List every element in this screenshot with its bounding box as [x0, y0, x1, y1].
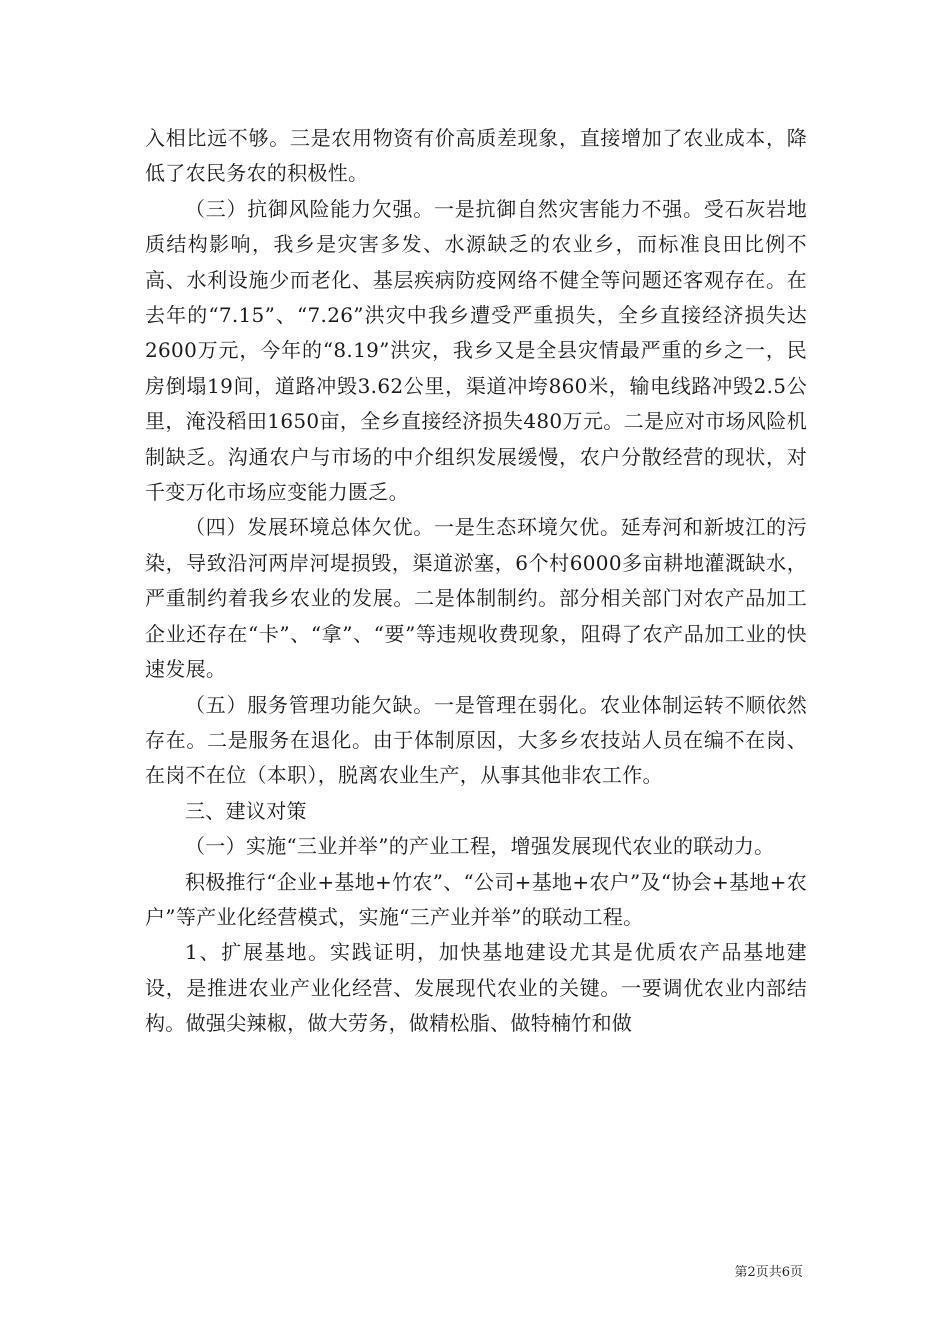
- paragraph-continuation: 入相比远不够。三是农用物资有价高质差现象，直接增加了农业成本，降低了农民务农的积极性。: [145, 126, 807, 186]
- paragraph-environment: （四）发展环境总体欠优。一是生态环境欠优。延寿河和新坡江的污染，导致沿河两岸河堤损毁，渠道淤塞，6个村6000多亩耕地灌溉缺水，严重制约着我乡农业的发展。二是体制制约。部分相关部门对农产品加工企业还存在“卡”、“拿”、“要”等违规收费现象，阻碍了农产品加工业的快速发展。: [145, 515, 807, 682]
- paragraph-service-management: （五）服务管理功能欠缺。一是管理在弱化。农业体制运转不顺依然存在。二是服务在退化。由于体制原因，大多乡农技站人员在编不在岗、在岗不在位（本职），脱离农业生产，从事其他非农工作。: [145, 692, 807, 788]
- paragraph-industrialization-models: 积极推行“企业+基地+竹农”、“公司+基地+农户”及“协会+基地+农户”等产业化经营模式，实施“三产业并举”的联动工程。: [145, 869, 807, 929]
- paragraph-risk-resistance: （三）抗御风险能力欠强。一是抗御自然灾害能力不强。受石灰岩地质结构影响，我乡是灾害多发、水源缺乏的农业乡，而标准良田比例不高、水利设施少而老化、基层疾病防疫网络不健全等问题还客观存在。在去年的“7.15”、“7.26”洪灾中我乡遭受严重损失，全乡直接经济损失达2600万元，今年的“8.19”洪灾，我乡又是全县灾情最严重的乡之一，民房倒塌19间，道路冲毁3.62公里，渠道冲垮860米，输电线路冲毁2.5公里，淹没稻田1650亩，全乡直接经济损失480万元。二是应对市场风险机制缺乏。沟通农户与市场的中介组织发展缓慢，农户分散经营的现状，对千变万化市场应变能力匮乏。: [145, 196, 807, 505]
- paragraph-expand-base: 1、扩展基地。实践证明，加快基地建设尤其是优质农产品基地建设，是推进农业产业化经营、发展现代农业的关键。一要调优农业内部结构。做强尖辣椒，做大劳务，做精松脂、做特楠竹和做: [145, 940, 807, 1036]
- subheading-three-industries: （一）实施“三业并举”的产业工程，增强发展现代农业的联动力。: [185, 834, 775, 859]
- document-page: [145, 121, 807, 1042]
- section-heading-suggestions: 三、建议对策: [185, 798, 307, 823]
- page-number-footer: 第2页共6页: [734, 1265, 803, 1280]
